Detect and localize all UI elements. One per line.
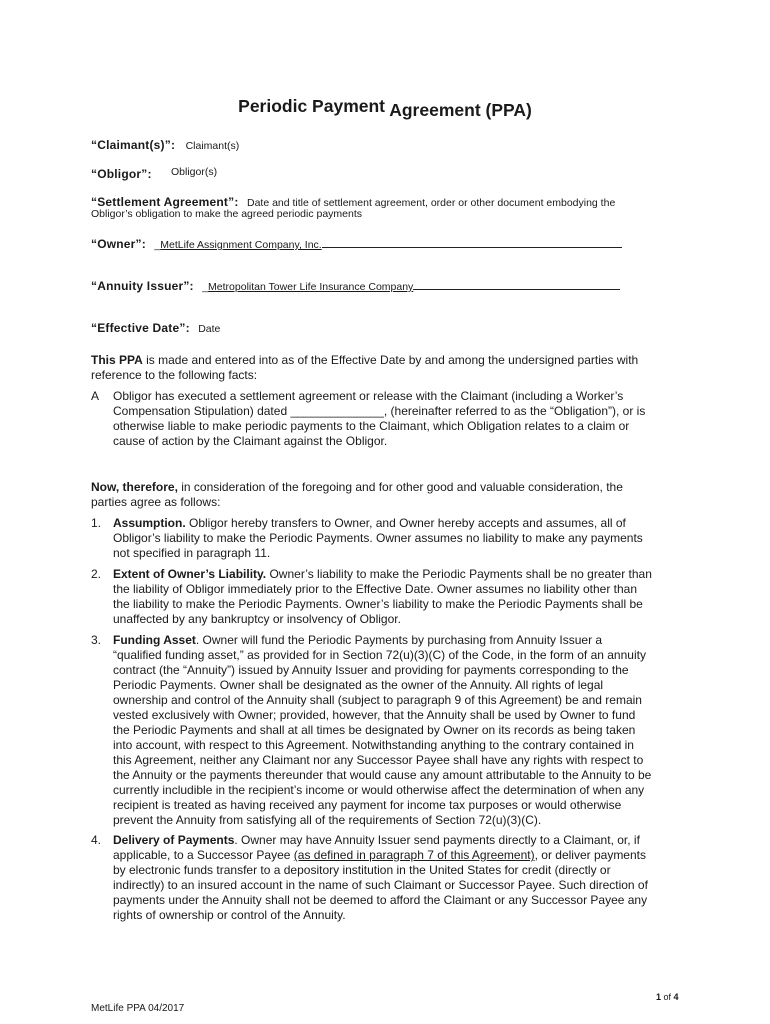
item-line: the liability of Obligor immediately prior to the Effective Date. Owner assumes no liability other than: [113, 582, 638, 596]
fact-a: [91, 389, 689, 449]
item-line: Obligor hereby transfers to Owner, and Owner hereby accepts and assumes, all of: [185, 516, 626, 530]
settlement-value-line2: Obligor’s obligation to make the agreed periodic payments: [91, 208, 363, 220]
item-line: Owner’s liability to make the Periodic Payments shall be no greater than: [266, 567, 652, 581]
item-line: prevent the Annuity from satisfying all of the requirements of Section 72(u)(3)(C).: [113, 813, 542, 827]
page-current: 1: [656, 992, 662, 1002]
owner-field: [91, 235, 622, 253]
annuity-issuer-prefix: _: [202, 281, 209, 293]
item-line: payments under the Annuity shall not be deemed to afford the Claimant or any Successor Payee any: [113, 893, 648, 907]
title-part2: Agreement (PPA): [389, 100, 532, 120]
now-therefore-bold: Now, therefore,: [91, 480, 178, 494]
item-assumption: [91, 516, 689, 561]
item-line: recipient is treated as having received any payment for income tax purposes or would otherwise: [113, 798, 622, 812]
item-heading: Funding Asset: [113, 633, 196, 647]
item-line: applicable, to a Successor Payee: [113, 848, 294, 862]
now-therefore-line1: in consideration of the foregoing and for other good and valuable consideration, the: [177, 480, 623, 494]
item-line: . Owner will fund the Periodic Payments by purchasing from Annuity Issuer a: [195, 633, 603, 647]
item-line: rights of ownership or control of the Annuity.: [113, 908, 346, 922]
item-funding-asset: [91, 633, 689, 828]
fact-a-line2: Compensation Stipulation) dated ______________, (hereinafter referred to as the “Obligation”), or is: [113, 404, 646, 418]
annuity-issuer-label: “Annuity Issuer”:: [91, 279, 194, 293]
fact-a-line4: cause of action by the Claimant against the Obligor.: [113, 434, 388, 448]
claimants-label: “Claimant(s)”:: [91, 138, 176, 152]
annuity-issuer-fill-line: [413, 280, 620, 290]
item-line: into account, with respect to this Agreement. Notwithstanding anything to the contrary contained in: [113, 738, 634, 752]
now-therefore-paragraph: [91, 480, 689, 510]
item-line: by electronic funds transfer to a depository institution in the United States for credit (directly or: [113, 863, 611, 877]
now-therefore-line2: parties agree as follows:: [91, 495, 221, 509]
item-line: . Owner may have Annuity Issuer send payments directly to a Claimant, or, if: [234, 833, 640, 847]
annuity-issuer-value: Metropolitan Tower Life Insurance Company: [208, 281, 414, 293]
owner-prefix: _: [154, 239, 161, 251]
item-line: the liability to make the Periodic Payments. Owner’s liability to make the Periodic Payments shall be: [113, 597, 643, 611]
page-of: of: [661, 992, 674, 1002]
intro-bold: This PPA: [91, 353, 143, 367]
item-number: 3.: [91, 633, 102, 647]
effective-date-field: [91, 319, 220, 337]
intro-line2: reference to the following facts:: [91, 368, 258, 382]
item-extent-of-liability: [91, 567, 689, 627]
item-line: “qualified funding asset,” as provided for in Section 72(u)(3)(C) of the Code, in the form of an annuity: [113, 648, 646, 662]
item-line: Periodic Payments. Owner shall be designated as the owner of the Annuity. All rights of legal: [113, 678, 604, 692]
item-line: this Agreement, neither any Claimant nor any Successor Payee shall have any rights with respect to: [113, 753, 644, 767]
obligor-value: Obligor(s): [171, 166, 218, 178]
fact-a-line1: Obligor has executed a settlement agreement or release with the Claimant (including a Worker’s: [113, 389, 624, 403]
owner-label: “Owner”:: [91, 237, 146, 251]
item-delivery-of-payments: [91, 833, 689, 923]
fact-a-line3: otherwise liable to make periodic payments to the Claimant, which Obligation relates to a claim or: [113, 419, 630, 433]
item-heading: Delivery of Payments: [113, 833, 235, 847]
annuity-issuer-field: [91, 277, 620, 295]
intro-paragraph: [91, 353, 689, 383]
obligor-label: “Obligor”:: [91, 167, 152, 181]
item-line: indirectly) to an insured account in the name of such Claimant or Successor Payee. Such direction of: [113, 878, 648, 892]
paragraph-7-reference: (as defined in paragraph 7 of this Agreement): [293, 848, 535, 862]
item-number: 4.: [91, 833, 102, 847]
claimants-value: Claimant(s): [185, 140, 240, 152]
settlement-value-line1: Date and title of settlement agreement, order or other document embodying the: [246, 197, 616, 209]
effective-date-value: Date: [198, 323, 221, 335]
intro-line1: is made and entered into as of the Effective Date by and among the undersigned parties with: [142, 353, 639, 367]
item-line: Obligor’s liability to make the Periodic Payments. Owner assumes no liability to make any payments: [113, 531, 643, 545]
obligor-field: [91, 165, 218, 183]
page-total: 4: [673, 992, 679, 1002]
effective-date-label: “Effective Date”:: [91, 321, 190, 335]
settlement-label: “Settlement Agreement”:: [91, 195, 239, 209]
page-number: [656, 992, 679, 1002]
item-line: not specified in paragraph 11.: [113, 546, 271, 560]
item-heading: Extent of Owner’s Liability.: [113, 567, 267, 581]
item-line: currently includible in the recipient’s income or would otherwise affect the determination of when any: [113, 783, 645, 797]
item-line: , or deliver payments: [534, 848, 646, 862]
item-line: unaffected by any bankruptcy or insolvency of Obligor.: [113, 612, 401, 626]
item-heading: Assumption.: [113, 516, 186, 530]
owner-fill-line: [322, 238, 622, 248]
item-line: ownership and control of the Annuity shall (subject to paragraph 9 of this Agreement) be and remain: [113, 693, 642, 707]
title-part1: Periodic Payment: [238, 96, 386, 116]
form-id: MetLife PPA 04/2017: [91, 1003, 185, 1014]
item-line: the Periodic Payments and shall at all times be designated by Owner on its records as being taken: [113, 723, 636, 737]
page-title: [0, 96, 770, 120]
claimants-field: [91, 136, 239, 154]
owner-value: MetLife Assignment Company, Inc.: [160, 239, 322, 251]
item-line: the Annuity or the payments thereunder that would cause any amount attributable to the Annuity to be: [113, 768, 652, 782]
item-number: 2.: [91, 567, 102, 581]
fact-a-letter: A: [91, 389, 100, 403]
item-number: 1.: [91, 516, 102, 530]
item-line: contract (the “Annuity”) issued by Annuity Issuer and providing for payments corresponding to the: [113, 663, 629, 677]
item-line: vested exclusively with Owner; provided, however, that the Annuity shall be used by Owner to fund: [113, 708, 636, 722]
